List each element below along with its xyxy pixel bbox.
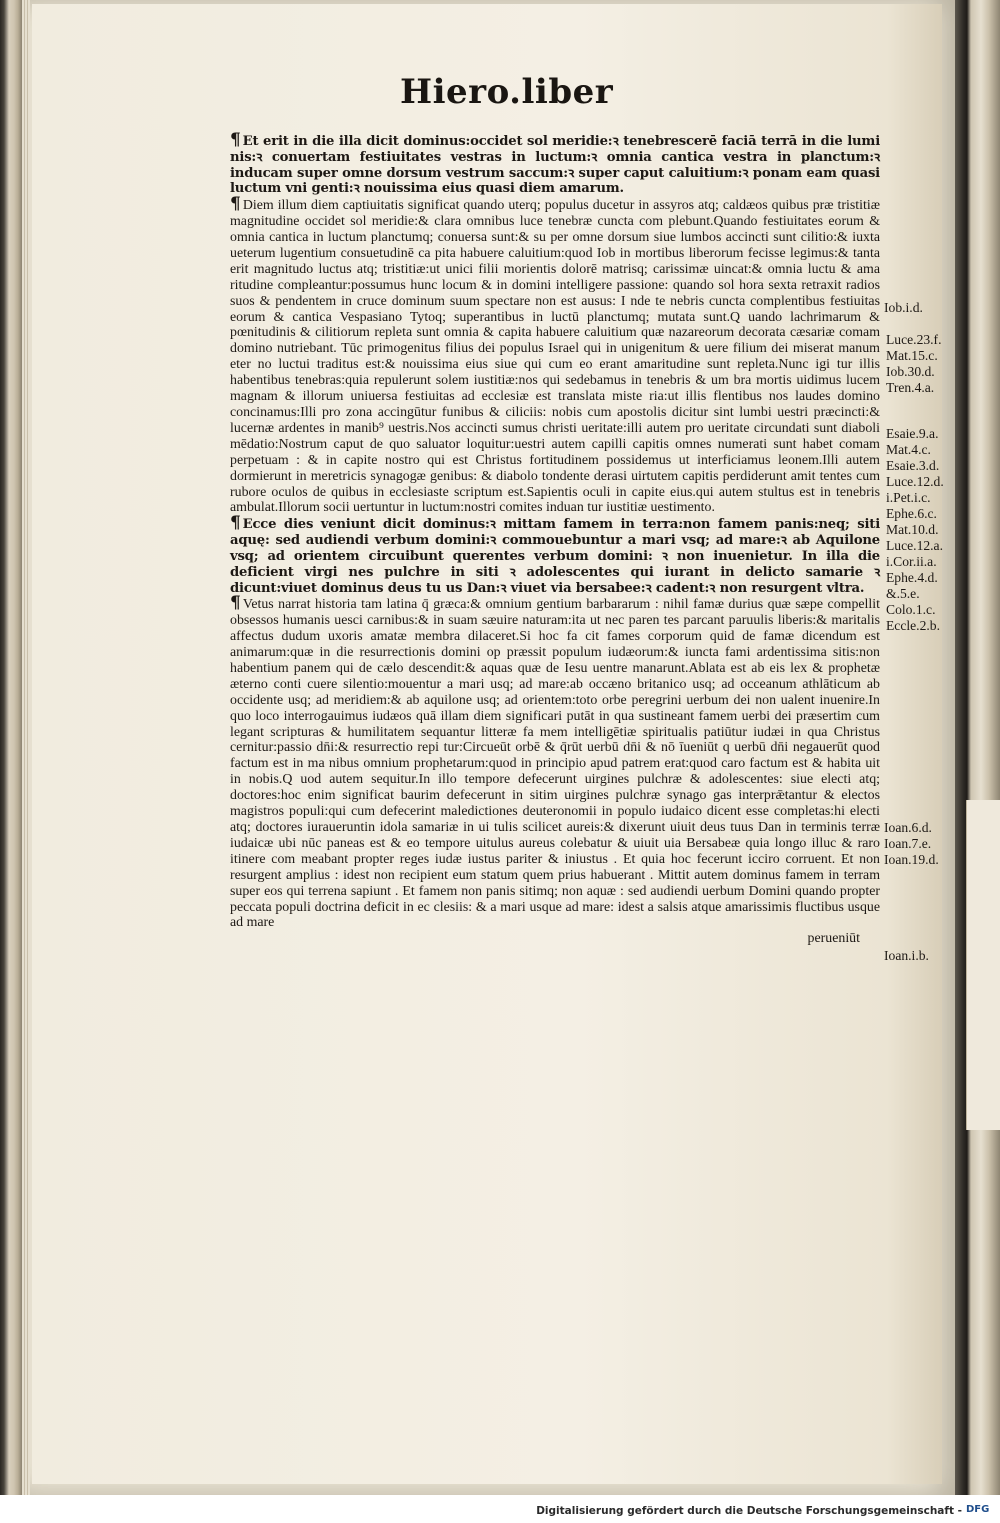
- book-spine-edge: [0, 0, 22, 1495]
- margin-note: Mat.15.c.: [886, 348, 938, 363]
- funding-credit: Digitalisierung gefördert durch die Deutsche Forschungsgemeinschaft -: [536, 1505, 962, 1517]
- commentary-paragraph: [230, 194, 880, 516]
- paragraph-text: Et erit in die illa dicit dominus:occidet sol meridie:ꝛ tenebrescerē faciā terrā in die lumi nis:ꝛ conuertam festiuitates vestras in luctum:ꝛ omnia cantica vestra in planctum:ꝛ inducam super omne dorsum vestrum saccum:ꝛ super caput caluitium:ꝛ ponam eam quasi luctum vni genti:ꝛ nouissima eius quasi diem amarum.: [230, 134, 880, 197]
- scripture-paragraph: [230, 130, 880, 197]
- margin-note: Luce.12.d.: [886, 474, 944, 489]
- margin-note: Ioan.i.b.: [884, 948, 929, 963]
- commentary-paragraph: [230, 593, 880, 931]
- margin-note: &.5.e.: [886, 586, 920, 601]
- margin-note: Ephe.6.c.: [886, 506, 937, 521]
- book-gutter-right: [955, 0, 1000, 1495]
- facing-page-sliver: [966, 800, 1000, 1130]
- margin-note: Eccle.2.b.: [886, 618, 940, 633]
- paragraph-text: Diem illum diem captiuitatis significat quando uterq; populus ducetur in assyros atq; caldæos quibus præ tristitiæ magnitudine occidet sol meridie:& clara omnibus luce tenebræ cuncta com plebunt.Quando festiuitates eorum & omnia cantica in luctum planctumq; conuersa sunt:& su per omne dorsum siue lumbos accincti sunt cilitio:& iuxta ueterum lugentium consuetudinē ca pita habuere caluitium:quod Iob in mortibus liberorum fecisse legimus:& tanta erit magnitudo luctus atq; tristitiæ:ut unici filii morientis dolorē matrisq; carissimæ uincat:& omnia luctu & ama ritudine compleantur:possumus hunc locum & in domini intelligere passione: quando sol hora sexta retraxit radios suos & pendentem in cruce dominum suum spectare non est ausus: I nde te nebris cuncta complentibus festiuitas eorum & cantica Vespasiano Tytoq; superantibus in luctū planctumq; mutata sunt.Q uando lachrimarum & pœnitudinis & cilitiorum repleta sunt omnia & capita habuere caluitium quæ nazareorum decorata cæsariæ comam domino nutriebant. Tūc primogenitus filius dei populus Israel qui in unigenitum & uere filium dei miserat manum eter no luctui traditus est:& nouissima eius siue qui cum eo erant amaritudine sunt repleta.Nunc igi tur illis habentibus tenebras:quia repulerunt solem iustitiæ:nos qui sedebamus in tenebris & um bra mortis uidimus lucem magnam & illorum uniuersa festiuitas ad ecclesiæ est translata miste ria:ut illis flentibus nos laudes domino concinamus:Illi pro zona accingūtur funibus & ciliciis: nobis cum apostolis dicitur sint lumbi uestri præcincti:& lucernæ ardentes in manib⁹ uestris.Nos accincti sumus christi ueritate:illi autem pro ueritate circundati sunt diaboli mēdatio:Nostrum caput de quo saluator loquitur:uestri autem capilli capitis omnes numerati sunt habet comam perpetuam : & in capite nostro qui est Christus fortitudinem possidemus ut interficiamus leonem.Illi autem dormierunt in meretricis synagogæ genibus: & diabolo tondente derasi uirtutem capitis perdiderunt amit tentes cum rubore oculos de quibus in ecclesiaste scriptum est.Sapientis oculi in capite eius.qui autem stultus est in tenebris ambulat.Illorum socii uertuntur in luctum:nostri comites induan tur iustitiæ uestimento.: [230, 198, 880, 516]
- paragraph-text: Ecce dies veniunt dicit dominus:ꝛ mittam famem in terra:non famem panis:neq; siti aquę: sed audiendi verbum domini:ꝛ commouebuntur a mari vsq; ad mare:ꝛ ab Aquilone vsq; ad orientem circuibunt querentes verbum domini: ꝛ non inuenietur. In illa die deficient virgi nes pulchre in siti ꝛ adolescentes qui iurant in delicto samarie ꝛ dicunt:viuet dominus deus tu us Dan:ꝛ viuet via bersabee:ꝛ cadent:ꝛ non resurgent vltra.: [230, 517, 880, 596]
- margin-note: Iob.30.d.: [886, 364, 935, 379]
- margin-note: Tren.4.a.: [886, 380, 935, 395]
- pilcrow-mark: ¶: [230, 593, 241, 614]
- pilcrow-mark: ¶: [230, 513, 241, 534]
- margin-note: Luce.12.a.: [886, 538, 943, 553]
- margin-note: Ephe.4.d.: [886, 570, 938, 585]
- margin-note: i.Cor.ii.a.: [886, 554, 937, 569]
- dfg-logo: DFG: [966, 1504, 990, 1515]
- margin-note: i.Pet.i.c.: [886, 490, 931, 505]
- margin-note: Esaie.9.a.: [886, 426, 939, 441]
- footer-bar: [0, 1495, 1000, 1523]
- margin-note: Mat.10.d.: [886, 522, 939, 537]
- catchword: perueniūt: [807, 931, 860, 947]
- pilcrow-mark: ¶: [230, 130, 241, 150]
- margin-note: Ioan.6.d.: [884, 820, 932, 835]
- text-block: [230, 130, 880, 947]
- margin-note: Iob.i.d.: [884, 300, 923, 315]
- margin-note: Esaie.3.d.: [886, 458, 940, 473]
- margin-note: Ioan.7.e.: [884, 836, 932, 851]
- scripture-paragraph: [230, 513, 880, 596]
- running-head: Hiero.liber: [400, 72, 614, 112]
- paragraph-text: Vetus narrat historia tam latina q̄ græca:& omnium gentium barbararum : nihil famæ durius quæ sæpe compellit obsessos humanis uesci carnibus:& in suam sæuire naturam:ita ut nec paren tes parcant paruulis liberis:& maritalis affectus dudum uxoris amatæ membra dilaceret.Si hoc fa cit fames corporum quid de famæ dicendum est animarum:quæ in die resurrectionis domini op præssit populum iudæorum:& iuncta fami ardentissima sitis:non habentium panem qui de cælo descendit:& aquas quæ de Iesu uentre manarunt.Ablata est ab eis lex & prophetæ æterno conti cuere silentio:mouentur a mari usq; ad mare:ab occæno britanico usq; ad occeanum athlāticum ab occidente usq; ad meridiem:& ab aquilone usq; ad orientem:toto orbe peregrini uerbum dei non ualent inuenire.In quo loco interrogauimus iudæos quā illam diem significari putāt in qua sustineant famem uerbi dei præsertim cum legant scripturas & humilitatem sequantur litteræ fa mem intelligētiæ spiritualis patiūtur iudæi in qua Christus cernitur:passio dn̄i:& resurrectio repi tur:Circueūt orbē & q̄rūt uerbū dn̄i & nō īueniūt q uerbū dn̄i negauerūt quod factum est in ma nibus omnium prophetarum:quod in principio apud patrem erat:quod caro factum est & habita uit in nobis.Q uod autem sequitur.In illo tempore defecerunt uirgines pulchræ & adolescentes: siue electi atq; doctores:hoc enim significat baurim defecerunt in sitim uirgines pulchræ synago gas interprǣtantur & electos magistros populi:qui cum defecerint maledictiones deuteronomii in populo iudaico dicent esse completas:hi electi atq; doctores iuraueruntin idola samariæ in ui tulis scilicet aureis:& dixerunt uiuit deus tuus Dan in terminis terræ iudaicæ ubi nūc paneas est & eo tempore uitulus aureus colebatur & uiuit uia Bersabeæ quia longo illuc & raro itinere com meabant propter reges iudæ iustus pariter & iniustus . Et quia hoc fecerunt icciro corruent. Et non resurgent amplius : idest non recipient eum statum quem prius habuerant . Mittit autem dominus famem in terram super eos qui terrena sapiunt . Et famem non panis sitimq; non aquæ : sed audiendi uerbum Domini quando propter peccata populi doctrina deficit in ec clesiis: & a mari usque ad mare: idest a salsis atque amarissimis fluctibus usque ad mare: [230, 597, 880, 931]
- margin-note: Ioan.19.d.: [884, 852, 939, 867]
- margin-note: Colo.1.c.: [886, 602, 936, 617]
- margin-note: Luce.23.f.: [886, 332, 942, 347]
- margin-note: Mat.4.c.: [886, 442, 931, 457]
- pilcrow-mark: ¶: [230, 194, 241, 215]
